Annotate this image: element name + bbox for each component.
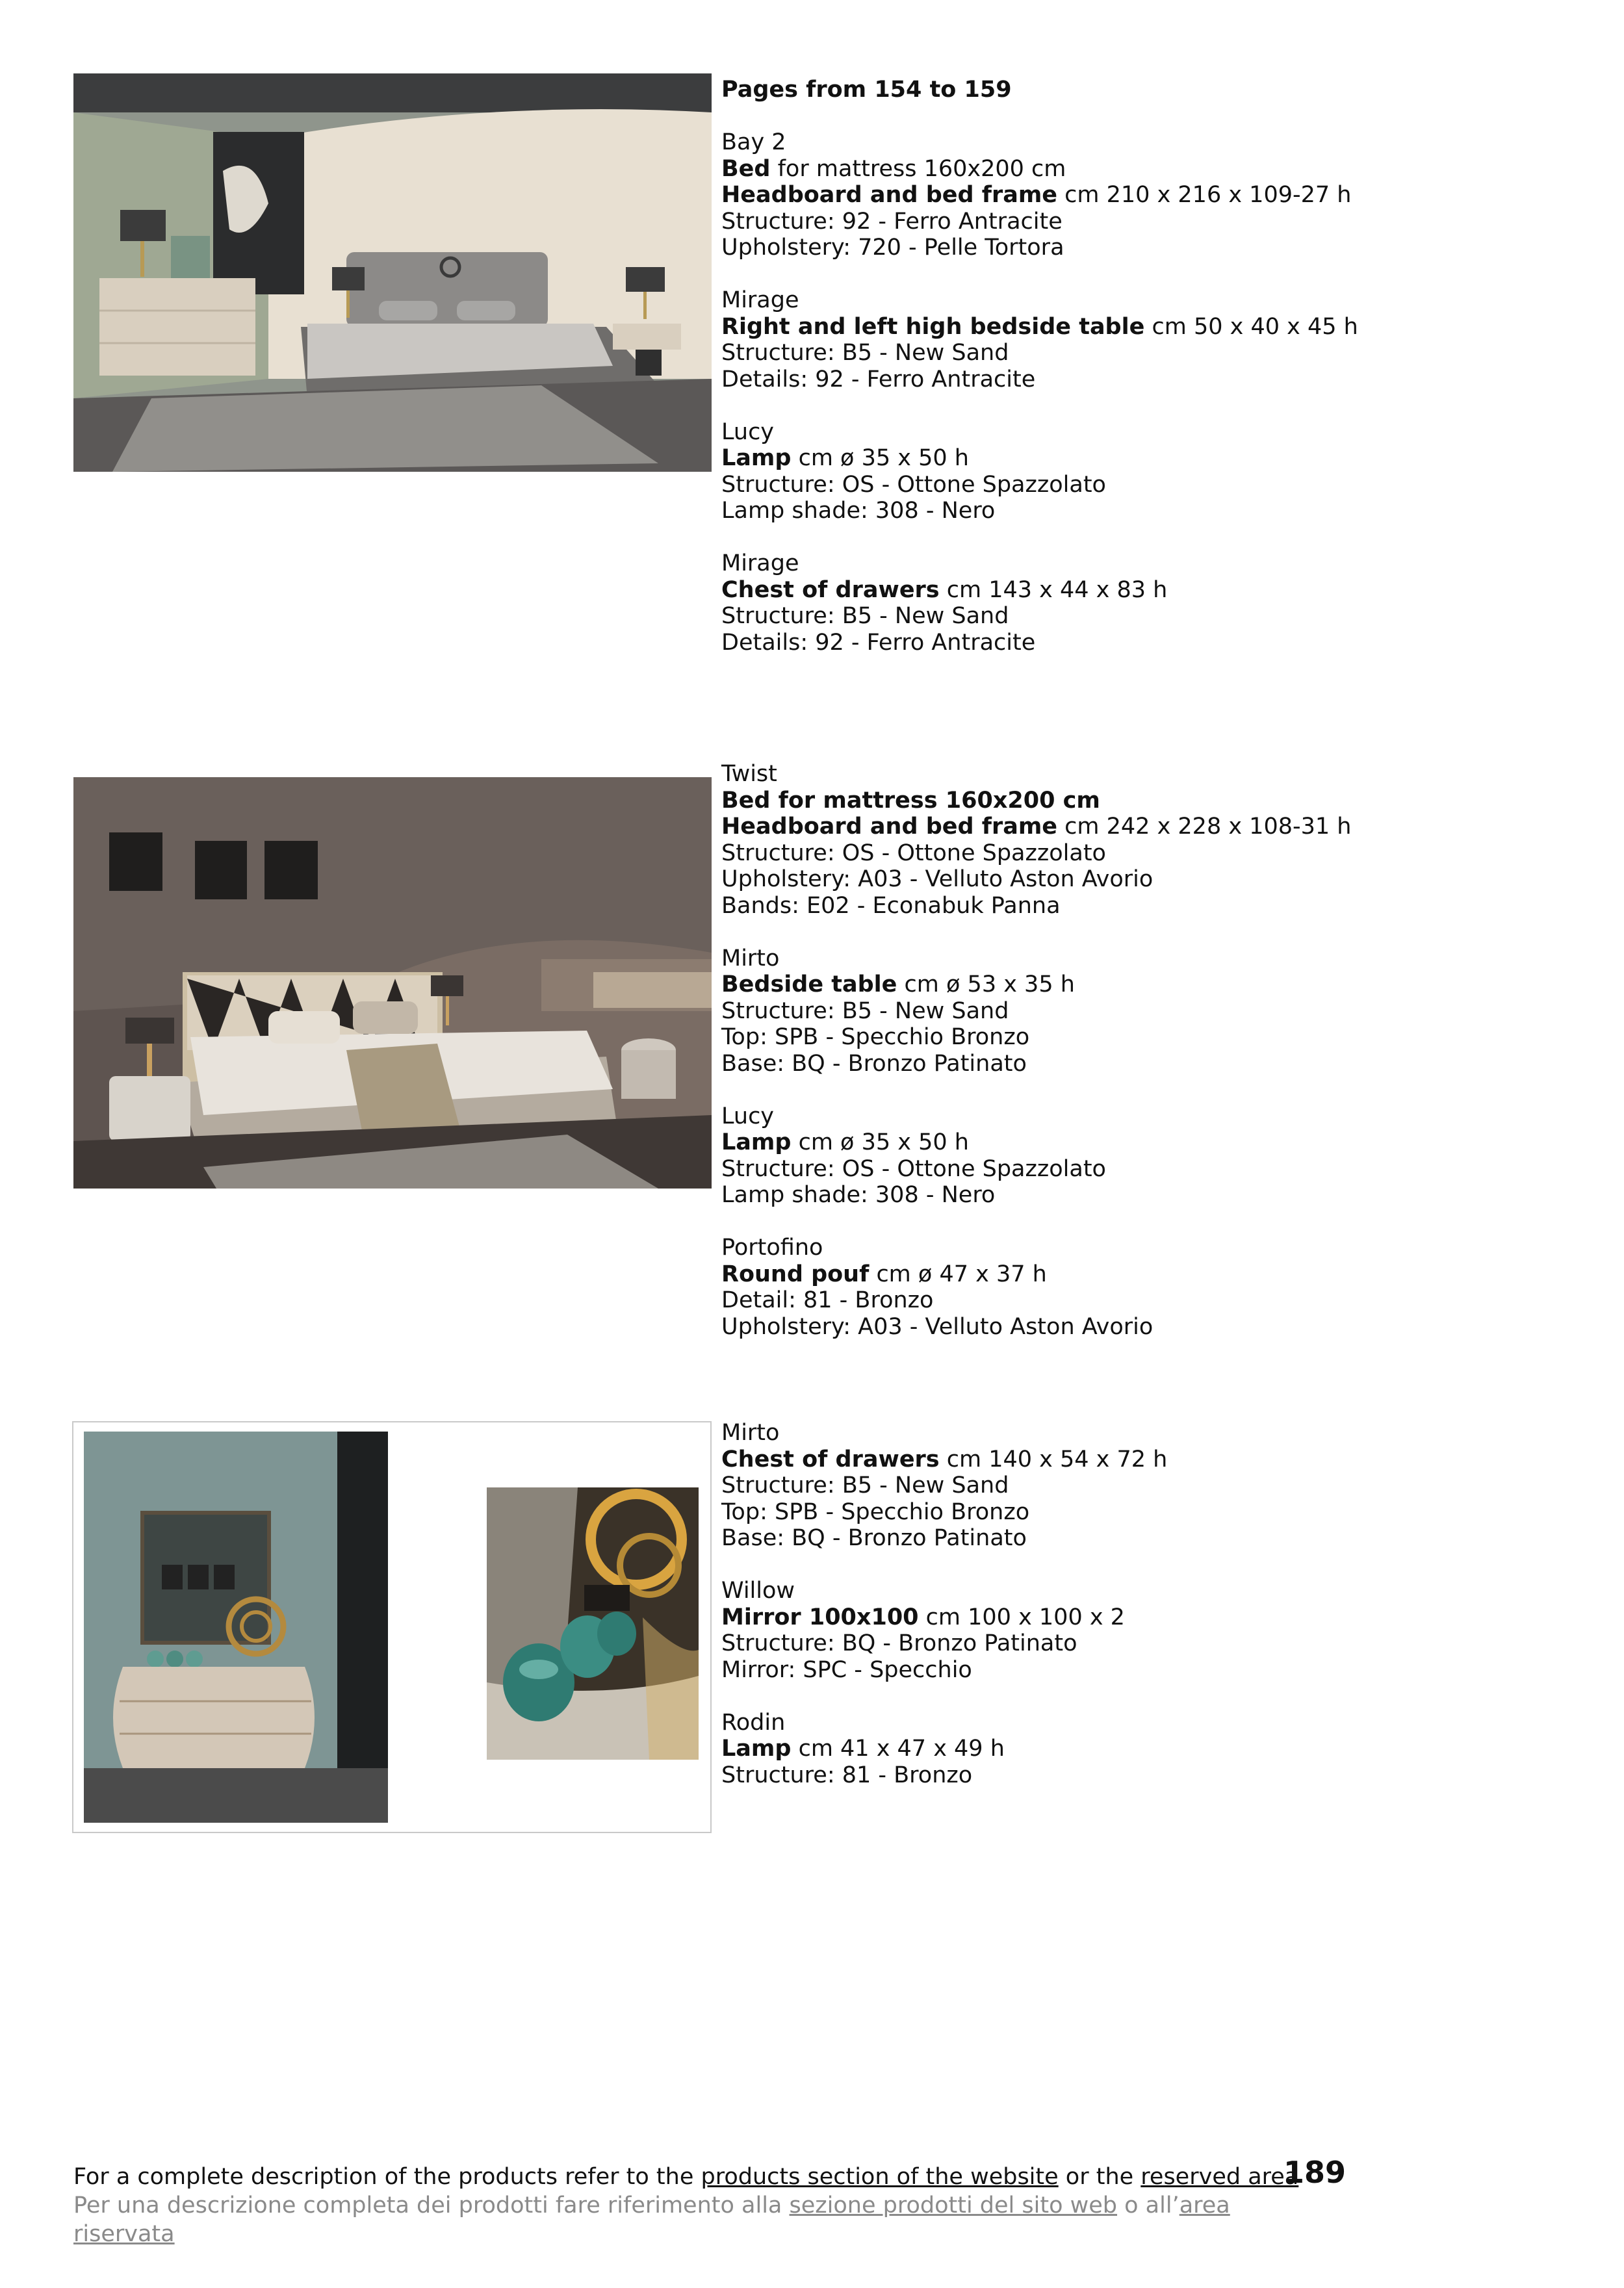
series-name: Twist: [721, 761, 777, 787]
series-name: Mirto: [721, 945, 780, 971]
finish-detail: Details: 92 - Ferro Antracite: [721, 629, 1036, 656]
page-range-heading: Pages from 154 to 159: [721, 77, 1012, 103]
product-size: cm ø 53 x 35 h: [897, 971, 1075, 997]
series-name: Portofino: [721, 1235, 823, 1261]
section1-specs: [721, 77, 1566, 682]
spec-item: [721, 1235, 1566, 1340]
finish-detail: Bands: E02 - Econabuk Panna: [721, 892, 1061, 919]
product-name: Lamp: [721, 445, 792, 471]
finish-detail: Structure: B5 - New Sand: [721, 603, 1009, 629]
product-size: cm 100 x 100 x 2: [918, 1604, 1125, 1630]
series-name: Mirage: [721, 287, 799, 313]
twist-bedroom-photo: [73, 777, 712, 1189]
series-name: Lucy: [721, 418, 775, 445]
finish-detail: Top: SPB - Specchio Bronzo: [721, 1498, 1030, 1525]
finish-detail: Upholstery: A03 - Velluto Aston Avorio: [721, 1313, 1154, 1340]
product-subsize: cm 210 x 216 x 109-27 h: [1057, 182, 1352, 208]
product-name: Round pouf: [721, 1261, 870, 1287]
finish-detail: Structure: OS - Ottone Spazzolato: [721, 471, 1106, 498]
mirto-photo-panel: [72, 1421, 712, 1833]
finish-detail: Structure: B5 - New Sand: [721, 997, 1009, 1024]
series-name: Bay 2: [721, 129, 786, 155]
finish-detail: Base: BQ - Bronzo Patinato: [721, 1050, 1027, 1077]
series-name: Mirto: [721, 1420, 780, 1446]
product-subname: Headboard and bed frame: [721, 814, 1058, 840]
finish-detail: Detail: 81 - Bronzo: [721, 1287, 934, 1313]
spec-item: [721, 287, 1566, 392]
mirto-chest-photo: [84, 1432, 388, 1823]
footer-english-mid: or the: [1058, 2164, 1141, 2190]
finish-detail: Lamp shade: 308 - Nero: [721, 498, 996, 524]
footer-english-line: [73, 2163, 1308, 2191]
spec-item: [721, 129, 1566, 261]
product-name: Chest of drawers: [721, 576, 940, 603]
spec-item: [721, 419, 1566, 524]
spec-item: [721, 1103, 1566, 1209]
product-size: cm ø 47 x 37 h: [869, 1261, 1047, 1287]
bay2-bedroom-photo: [73, 73, 712, 472]
footer-italian-line: [73, 2191, 1308, 2248]
finish-detail: Base: BQ - Bronzo Patinato: [721, 1525, 1027, 1551]
spec-item: [721, 1578, 1566, 1683]
spec-item: [721, 945, 1566, 1077]
product-size: for mattress 160x200 cm: [770, 155, 1066, 182]
finish-detail: Structure: BQ - Bronzo Patinato: [721, 1630, 1077, 1656]
finish-detail: Mirror: SPC - Specchio: [721, 1656, 972, 1683]
product-size: cm 143 x 44 x 83 h: [939, 576, 1168, 603]
product-size: cm 41 x 47 x 49 h: [791, 1736, 1005, 1762]
reserved-area-link[interactable]: reserved area: [1141, 2164, 1299, 2190]
product-name: Bed: [721, 155, 771, 182]
product-name: Right and left high bedside table: [721, 313, 1145, 340]
section3-specs: [721, 1420, 1566, 1815]
finish-detail: Structure: OS - Ottone Spazzolato: [721, 1155, 1106, 1182]
finish-detail: Structure: B5 - New Sand: [721, 1472, 1009, 1498]
product-name: Chest of drawers: [721, 1446, 940, 1472]
products-section-link[interactable]: products section of the website: [701, 2164, 1059, 2190]
finish-detail: Upholstery: 720 - Pelle Tortora: [721, 235, 1064, 261]
finish-detail: Details: 92 - Ferro Antracite: [721, 366, 1036, 392]
area-riservata-link[interactable]: area riservata: [73, 2192, 1230, 2247]
product-size: cm ø 35 x 50 h: [791, 1129, 969, 1155]
finish-detail: Structure: OS - Ottone Spazzolato: [721, 840, 1106, 866]
footer-italian-mid: o all’: [1117, 2192, 1179, 2218]
spec-item: [721, 550, 1566, 656]
product-size: cm 50 x 40 x 45 h: [1144, 313, 1358, 340]
finish-detail: Structure: B5 - New Sand: [721, 340, 1009, 366]
product-subname: Headboard and bed frame: [721, 182, 1058, 208]
spec-item: [721, 761, 1566, 919]
series-name: Willow: [721, 1578, 795, 1604]
page-number: 189: [1283, 2155, 1347, 2190]
product-name: Lamp: [721, 1129, 792, 1155]
product-name: Mirror 100x100: [721, 1604, 919, 1630]
finish-detail: Structure: 81 - Bronzo: [721, 1762, 973, 1788]
footer: [73, 2163, 1308, 2248]
product-name: Bedside table: [721, 971, 897, 997]
footer-english-text: For a complete description of the products refer to the: [73, 2164, 701, 2190]
series-name: Rodin: [721, 1709, 786, 1736]
series-name: Lucy: [721, 1103, 775, 1129]
product-size: cm ø 35 x 50 h: [791, 445, 969, 471]
series-name: Mirage: [721, 550, 799, 576]
finish-detail: Top: SPB - Specchio Bronzo: [721, 1024, 1030, 1050]
section2-specs: [721, 761, 1566, 1367]
product-name: Lamp: [721, 1736, 792, 1762]
finish-detail: Upholstery: A03 - Velluto Aston Avorio: [721, 866, 1154, 892]
spec-item: [721, 1420, 1566, 1552]
finish-detail: Structure: 92 - Ferro Antracite: [721, 208, 1063, 235]
rodin-lamp-detail-photo: [487, 1487, 699, 1760]
product-size: cm 140 x 54 x 72 h: [939, 1446, 1168, 1472]
product-name: Bed for mattress 160x200 cm: [721, 787, 1100, 814]
footer-italian-text: Per una descrizione completa dei prodotti fare riferimento alla: [73, 2192, 790, 2218]
sezione-prodotti-link[interactable]: sezione prodotti del sito web: [789, 2192, 1118, 2218]
finish-detail: Lamp shade: 308 - Nero: [721, 1182, 996, 1208]
product-subsize: cm 242 x 228 x 108-31 h: [1057, 814, 1352, 840]
spec-item: [721, 1710, 1566, 1789]
